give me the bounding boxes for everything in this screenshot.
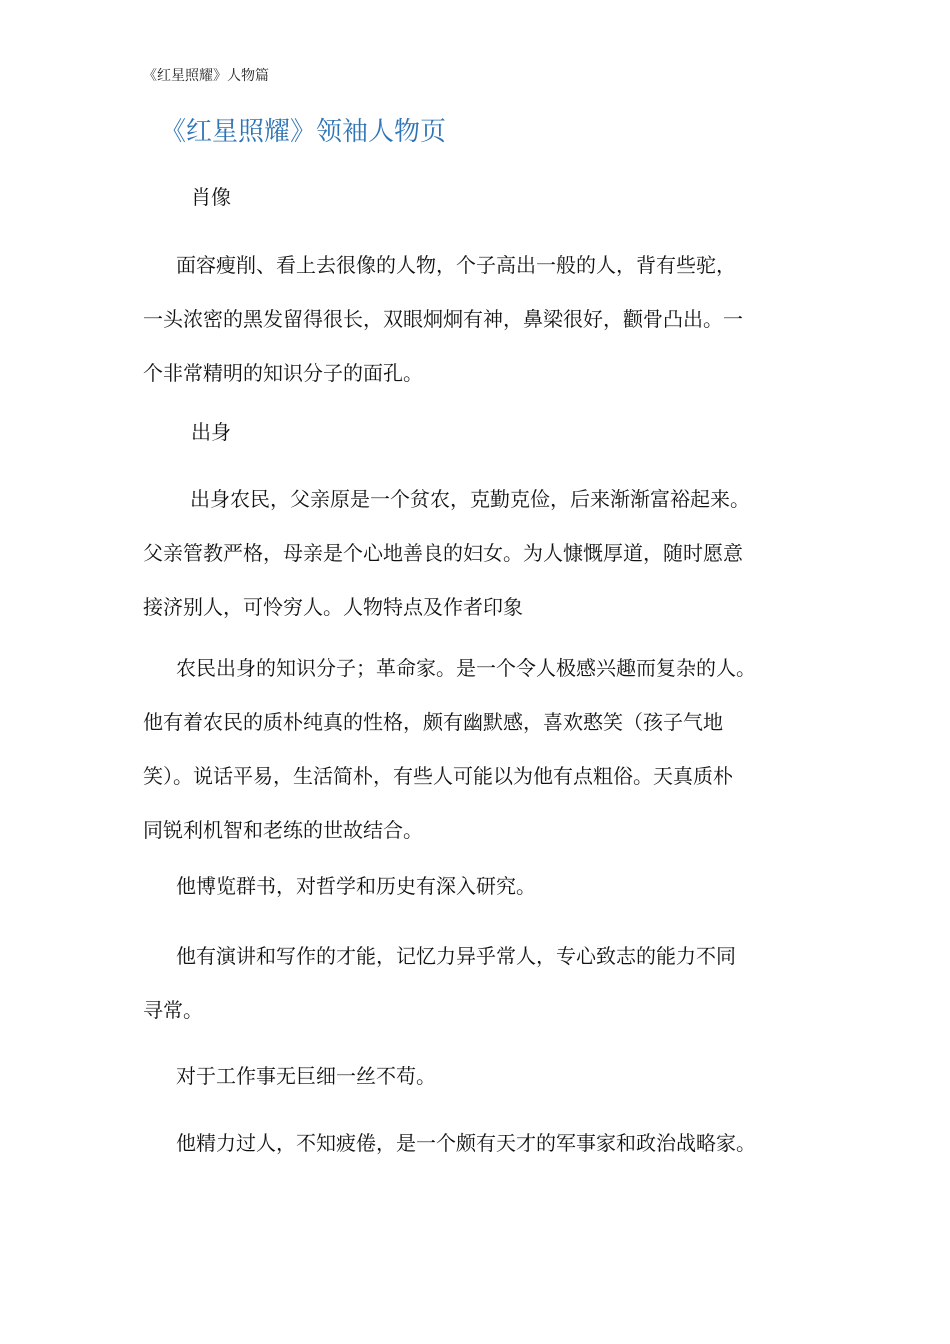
paragraph-line: 他有着农民的质朴纯真的性格，颇有幽默感，喜欢憨笑（孩子气地: [143, 710, 723, 734]
paragraph-talent: [143, 929, 823, 1037]
paragraph-line: 出身农民，父亲原是一个贫农，克勤克俭，后来渐渐富裕起来。: [190, 487, 750, 511]
paragraph-line: 面容瘦削、看上去很像的人物，个子高出一般的人，背有些驼，: [176, 253, 736, 277]
paragraph-line: 对于工作事无巨细一丝不苟。: [176, 1064, 436, 1088]
paragraph-origin: [143, 472, 823, 634]
paragraph-line: 他有演讲和写作的才能，记忆力异乎常人，专心致志的能力不同: [176, 944, 736, 968]
paragraph-portrait: [143, 238, 823, 400]
paragraph-line: 个非常精明的知识分子的面孔。: [143, 361, 423, 385]
section-heading-origin: 出身: [191, 420, 231, 444]
document-title: 《红星照耀》领袖人物页: [160, 117, 447, 147]
paragraph-line: 他博览群书，对哲学和历史有深入研究。: [176, 874, 536, 898]
paragraph-line: 农民出身的知识分子；革命家。是一个令人极感兴趣而复杂的人。: [176, 656, 756, 680]
paragraph-line: 他精力过人，不知疲倦，是一个颇有天才的军事家和政治战略家。: [176, 1131, 756, 1155]
paragraph-line: 父亲管教严格，母亲是个心地善良的妇女。为人慷慨厚道，随时愿意: [143, 541, 743, 565]
paragraph-line: 笑）。说话平易，生活简朴，有些人可能以为他有点粗俗。天真质朴: [143, 764, 733, 788]
paragraph-line: 接济别人，可怜穷人。人物特点及作者印象: [143, 595, 523, 619]
paragraph-line: 寻常。: [143, 998, 203, 1022]
paragraph-line: 一头浓密的黑发留得很长，双眼炯炯有神，鼻梁很好，颧骨凸出。一: [143, 307, 743, 331]
paragraph-traits: [143, 641, 823, 857]
paragraph-energy: [143, 1116, 823, 1170]
paragraph-work: [143, 1049, 823, 1103]
running-header: 《红星照耀》人物篇: [143, 68, 269, 84]
section-heading-portrait: 肖像: [191, 185, 231, 209]
paragraph-line: 同锐利机智和老练的世故结合。: [143, 818, 423, 842]
paragraph-reading: [143, 859, 823, 913]
